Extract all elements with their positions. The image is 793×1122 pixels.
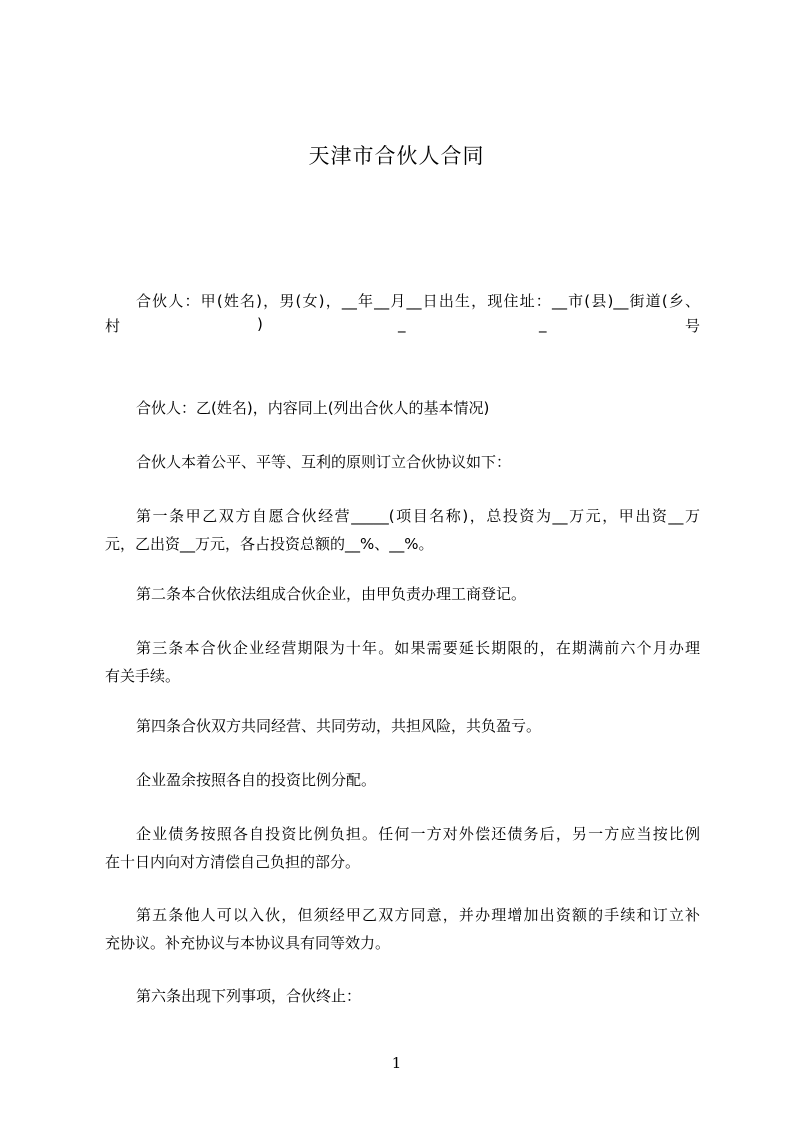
- article6-paragraph: 第六条出现下列事项，合伙终止：: [136, 987, 362, 1005]
- debt-line2: 在十日内向对方清偿自己负担的部分。: [105, 853, 361, 871]
- partner-a-blank2: _: [539, 315, 547, 333]
- document-title: 天津市合伙人合同: [308, 144, 485, 168]
- article4-paragraph: 第四条合伙双方共同经营、共同劳动，共担风险，共负盈亏。: [136, 717, 542, 735]
- page-number: 1: [391, 1054, 402, 1072]
- article1-line2: 元，乙出资__万元，各占投资总额的__%、__%。: [105, 535, 434, 553]
- partner-a-blank1: _: [398, 315, 406, 333]
- partner-a-paren: ): [257, 315, 263, 333]
- article1-line1: 第一条甲乙双方自愿合伙经营_____(项目名称)，总投资为__万元，甲出资__万: [136, 507, 700, 525]
- intro-paragraph: 合伙人本着公平、平等、互利的原则订立合伙协议如下：: [136, 453, 512, 471]
- article3-line2: 有关手续。: [105, 667, 181, 685]
- article5-line2: 充协议。补充协议与本协议具有同等效力。: [105, 934, 391, 952]
- article2-paragraph: 第二条本合伙依法组成合伙企业，由甲负责办理工商登记。: [136, 585, 527, 603]
- partner-b-paragraph: 合伙人：乙(姓名)，内容同上(列出合伙人的基本情况): [136, 399, 490, 417]
- partner-a-village: 村: [105, 317, 121, 335]
- article5-line1: 第五条他人可以入伙，但须经甲乙双方同意，并办理增加出资额的手续和订立补: [136, 906, 700, 924]
- profit-paragraph: 企业盈余按照各自的投资比例分配。: [136, 771, 377, 789]
- partner-a-number: 号: [685, 317, 701, 335]
- partner-a-line2: [105, 315, 700, 343]
- article3-line1: 第三条本合伙企业经营期限为十年。如果需要延长期限的，在期满前六个月办理: [136, 639, 700, 657]
- partner-a-line1: 合伙人：甲(姓名)，男(女)，__年__月__日出生，现住址：__市(县)__街道(乡、: [136, 292, 700, 310]
- debt-line1: 企业债务按照各自投资比例负担。任何一方对外偿还债务后，另一方应当按比例: [136, 825, 700, 843]
